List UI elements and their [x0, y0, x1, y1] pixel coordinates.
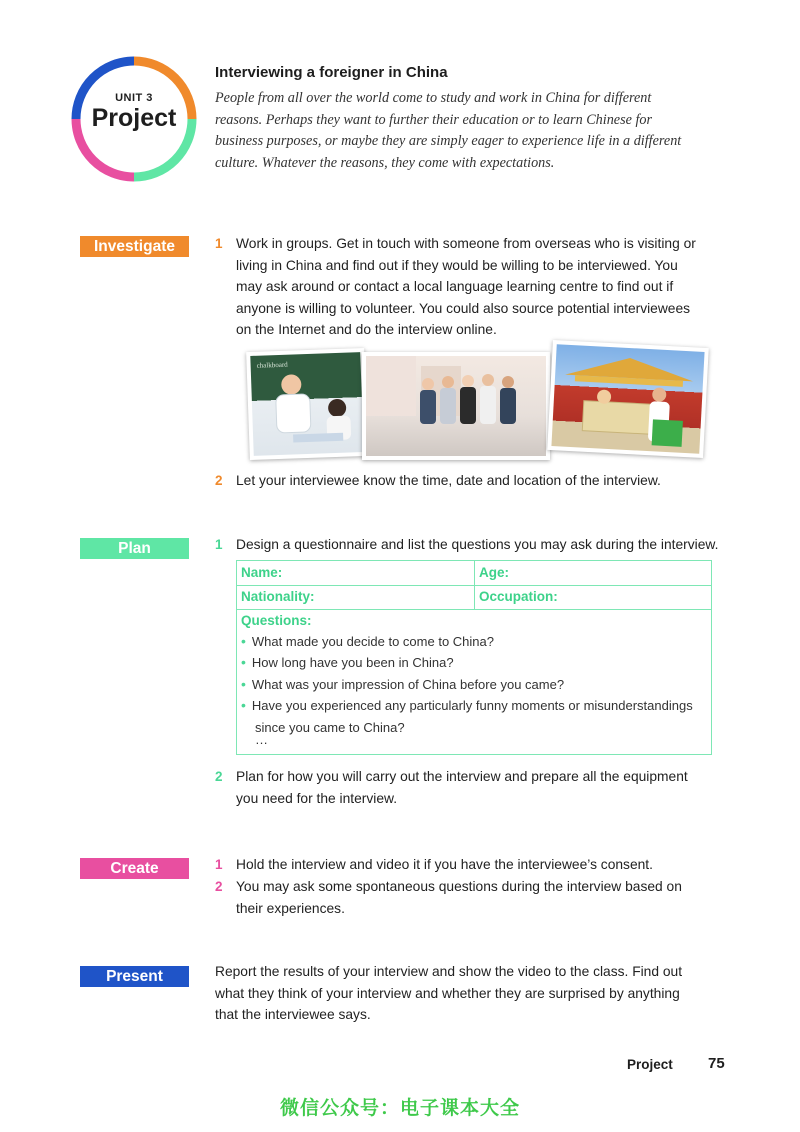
footer-section-label: Project: [627, 1057, 673, 1072]
plan-label: Plan: [80, 538, 189, 559]
questionnaire-table: [236, 560, 712, 755]
create-step2-text: You may ask some spontaneous questions during the interview based on their experiences.: [236, 879, 682, 916]
plan-step1-text: Design a questionnaire and list the questions you may ask during the interview.: [236, 537, 719, 552]
intro-title: Interviewing a foreigner in China: [215, 64, 448, 81]
investigate-step1-text: Work in groups. Get in touch with someone from overseas who is visiting or living in China and find out if they would be willing to be interviewed. You may ask around or contact a local language learning centre to find out if anyone is willing to volunteer. You could also source potential interviewees on the Internet and do the interview online.: [236, 236, 696, 337]
investigate-step2-text: Let your interviewee know the time, date and location of the interview.: [236, 473, 661, 488]
page-number: 75: [708, 1055, 725, 1072]
photo-classroom: [246, 348, 368, 460]
question-item: • What was your impression of China before you came?: [241, 676, 565, 692]
intro-paragraph: People from all over the world come to study and work in China for different reasons. Perhaps they want to further their education or to learn Chinese for business purposes, or maybe they are simply eager to experience life in a different culture. Whatever the reasons, they come with expectations.: [215, 90, 682, 171]
ellipsis: …: [255, 732, 268, 747]
age-field-label: Age:: [479, 565, 509, 580]
wechat-watermark: 微信公众号：电子课本大全: [279, 1098, 520, 1119]
questions-label: Questions:: [241, 613, 312, 628]
question-item: • How long have you been in China?: [241, 654, 454, 670]
nationality-field-label: Nationality:: [241, 589, 315, 604]
question-item: • What made you decide to come to China?: [241, 633, 494, 649]
photo-tourists-forbidden-city: [547, 340, 709, 458]
present-text: Report the results of your interview and show the video to the class. Find out what they think of your interview and whether they are surprised by anything that the interviewee says.: [215, 964, 683, 1022]
name-field-label: Name:: [241, 565, 283, 580]
svg-text:chalkboard: chalkboard: [256, 360, 288, 370]
step-number: 2: [215, 769, 223, 784]
step-number: 1: [215, 537, 223, 552]
step-number: 2: [215, 473, 223, 488]
question-item-continued: since you came to China?: [255, 720, 405, 735]
step-number: 1: [215, 236, 223, 251]
unit-label: UNIT 3: [115, 92, 153, 104]
create-step1-text: Hold the interview and video it if you have the interviewee’s consent.: [236, 857, 653, 872]
step-number: 1: [215, 857, 223, 872]
plan-step2-text: Plan for how you will carry out the interview and prepare all the equipment you need for the interview.: [236, 769, 688, 806]
step-number: 2: [215, 879, 223, 894]
investigate-label: Investigate: [80, 236, 189, 257]
create-label: Create: [80, 858, 189, 879]
occupation-field-label: Occupation:: [479, 589, 558, 604]
present-label: Present: [80, 966, 189, 987]
photo-group-students: [362, 352, 550, 460]
project-title: Project: [91, 104, 177, 132]
question-item: • Have you experienced any particularly funny moments or misunderstandings: [241, 697, 693, 713]
